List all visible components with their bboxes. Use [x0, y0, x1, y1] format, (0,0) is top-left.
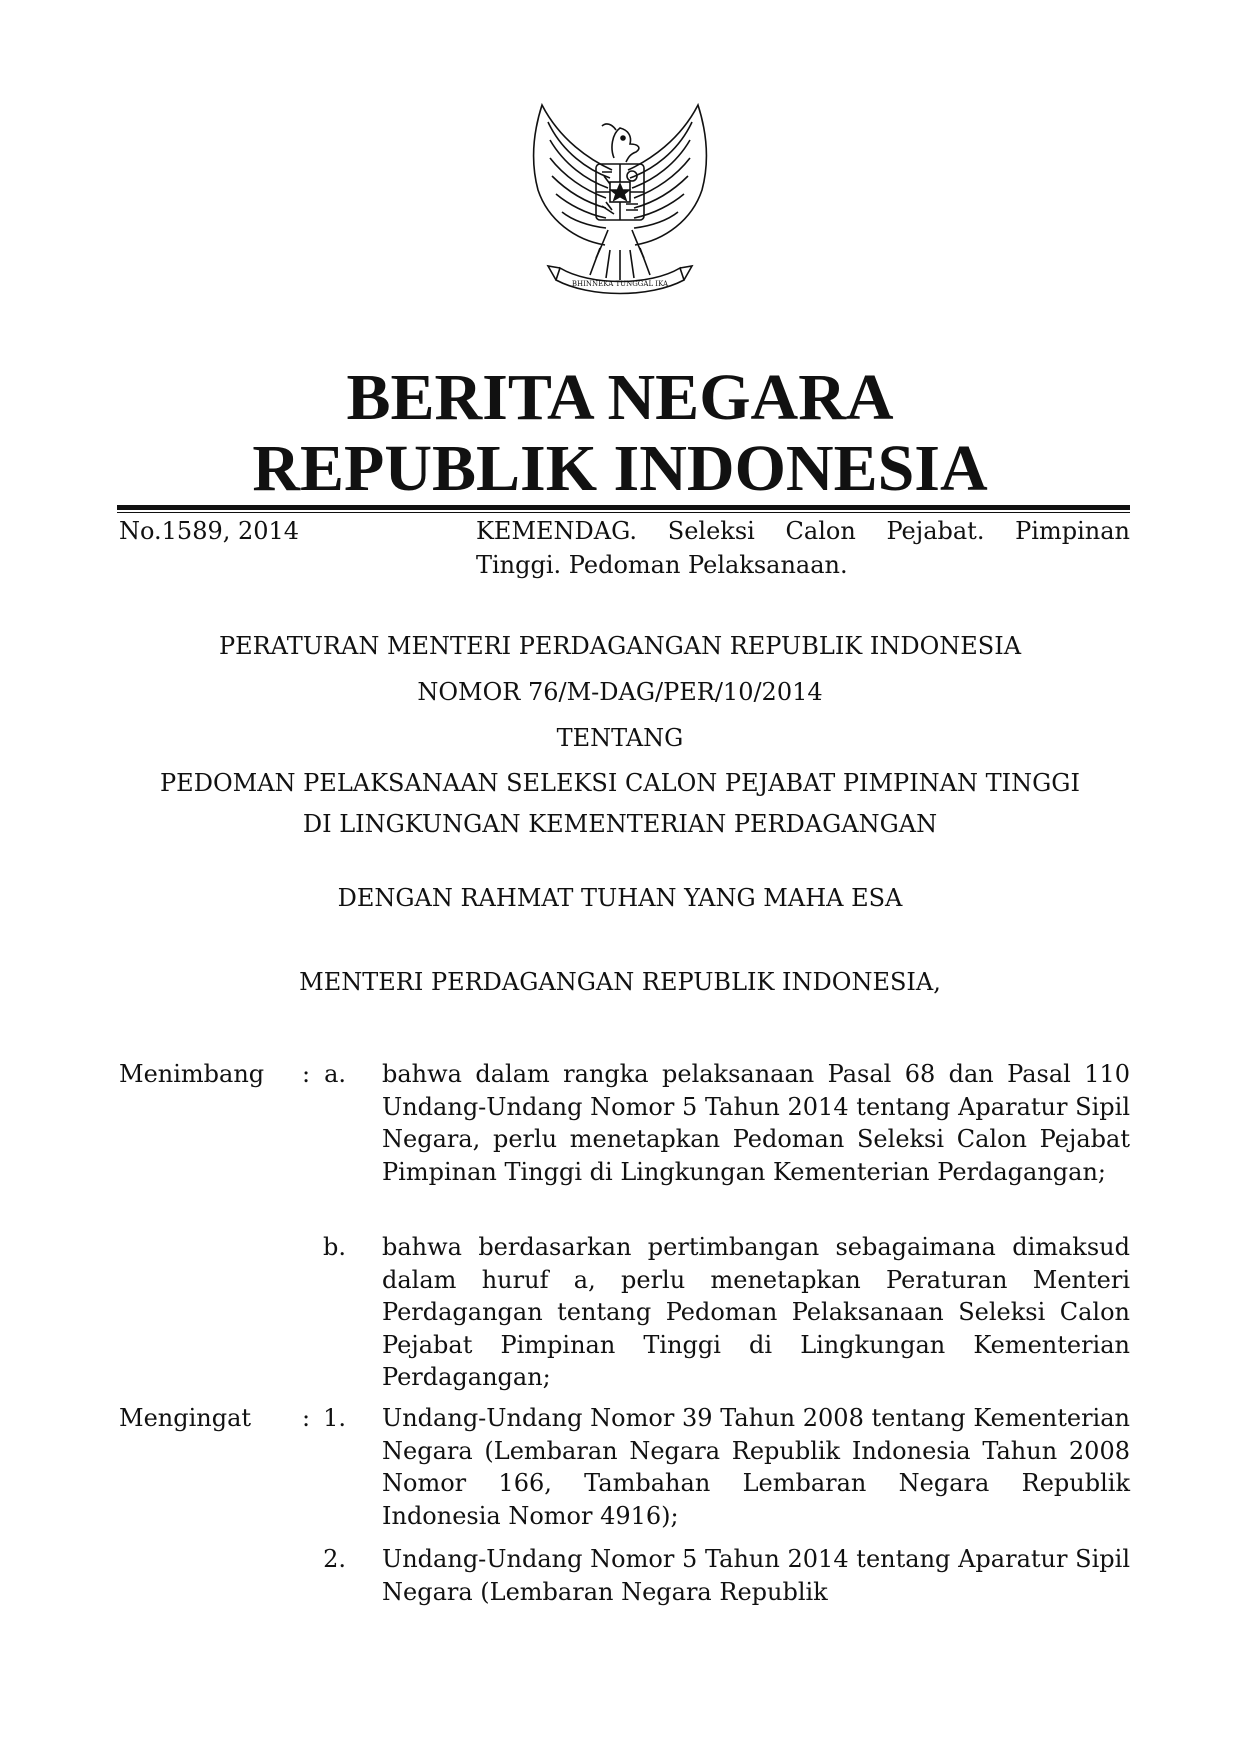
menimbang-item-a: bahwa dalam rangka pelaksanaan Pasal 68 dan Pasal 110 Undang-Undang Nomor 5 Tahun 2014 tentang Aparatur Sipil Negara, perlu menetapkan Pedoman Seleksi Calon Pejabat Pimpinan Tinggi di Lingkungan Kementerian Perdagangan;: [382, 1060, 1130, 1186]
masthead-rule: [117, 505, 1130, 510]
mengingat-marker-2: 2.: [323, 1545, 346, 1573]
mengingat-marker-1: 1.: [323, 1404, 346, 1432]
garuda-emblem-icon: [520, 100, 720, 310]
menimbang-label: Menimbang: [119, 1060, 265, 1088]
invocation: DENGAN RAHMAT TUHAN YANG MAHA ESA: [337, 884, 903, 912]
regulation-subject-line2: DI LINGKUNGAN KEMENTERIAN PERDAGANGAN: [302, 810, 938, 838]
menimbang-marker-a: a.: [324, 1060, 346, 1088]
regulation-about: TENTANG: [556, 724, 684, 752]
mengingat-label: Mengingat: [119, 1404, 252, 1432]
mengingat-item-2: Undang-Undang Nomor 5 Tahun 2014 tentang Aparatur Sipil Negara (Lembaran Negara Republik: [382, 1545, 1130, 1606]
menimbang-marker-b: b.: [323, 1233, 346, 1261]
menimbang-colon: :: [302, 1060, 311, 1088]
mengingat-colon: :: [302, 1404, 311, 1432]
issue-description: KEMENDAG. Seleksi Calon Pejabat. Pimpinan Tinggi. Pedoman Pelaksanaan.: [476, 517, 1130, 579]
masthead-line1: BERITA NEGARA: [346, 361, 894, 434]
regulation-subject-line1: PEDOMAN PELAKSANAAN SELEKSI CALON PEJABAT PIMPINAN TINGGI: [160, 769, 1080, 797]
issue-number: No.1589, 2014: [119, 517, 300, 545]
masthead-line2: REPUBLIK INDONESIA: [252, 432, 988, 505]
regulation-number: NOMOR 76/M-DAG/PER/10/2014: [417, 678, 823, 706]
mengingat-item-1: Undang-Undang Nomor 39 Tahun 2008 tentang Kementerian Negara (Lembaran Negara Republik Indonesia Tahun 2008 Nomor 166, Tambahan Lembaran Negara Republik Indonesia Nomor 4916);: [382, 1404, 1130, 1530]
regulation-title: PERATURAN MENTERI PERDAGANGAN REPUBLIK INDONESIA: [218, 632, 1022, 660]
authority: MENTERI PERDAGANGAN REPUBLIK INDONESIA,: [299, 968, 941, 996]
masthead-rule-thin: [117, 512, 1130, 513]
menimbang-item-b: bahwa berdasarkan pertimbangan sebagaimana dimaksud dalam huruf a, perlu menetapkan Peraturan Menteri Perdagangan tentang Pedoman Pelaksanaan Seleksi Calon Pejabat Pimpinan Tinggi di Lingkungan Kementerian Perdagangan;: [382, 1233, 1130, 1391]
emblem-motto: BHINNEKA TUNGGAL IKA: [571, 280, 669, 288]
